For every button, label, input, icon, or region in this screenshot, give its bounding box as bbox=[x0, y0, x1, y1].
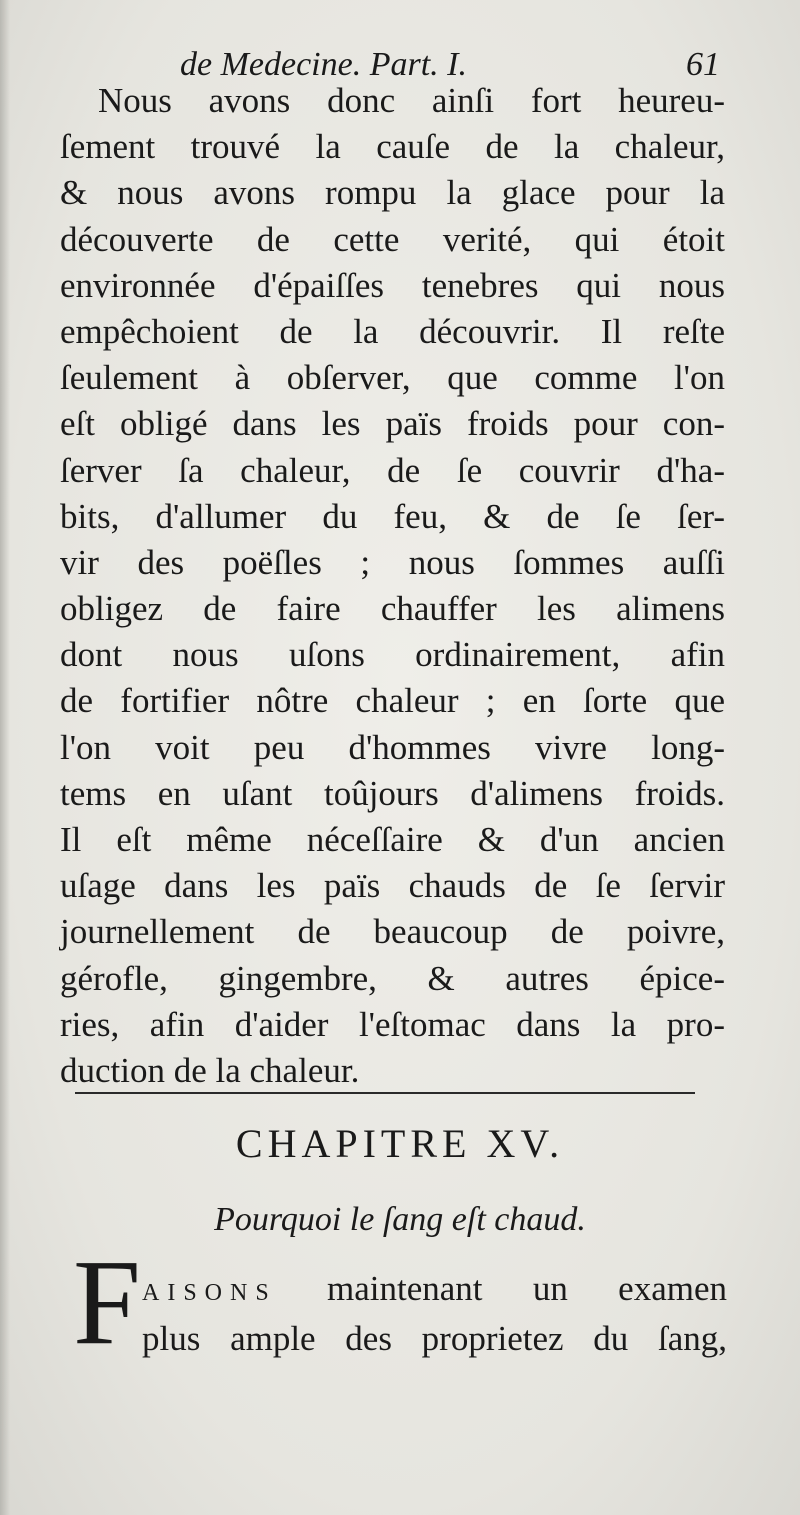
text-line: Nous avons donc ainſi fort heureu- bbox=[98, 81, 725, 120]
chapter-opening-text bbox=[142, 1264, 727, 1364]
text-line: plus ample des proprietez du ſang, bbox=[142, 1319, 727, 1358]
text-line: duction de la chaleur. bbox=[60, 1050, 360, 1090]
text-line: ſement trouvé la cauſe de la chaleur, bbox=[60, 127, 725, 167]
body-text bbox=[60, 78, 725, 1094]
page-number: 61 bbox=[686, 46, 720, 83]
text-line: empêchoient de la découvrir. Il reſte bbox=[60, 311, 725, 351]
text-line: environnée d'épaiſſes tenebres qui nous bbox=[60, 265, 725, 305]
text-line: ſeulement à obſerver, que comme l'on bbox=[60, 358, 725, 398]
text-line: dont nous uſons ordinairement, afin bbox=[60, 635, 725, 675]
running-head-title: de Medecine. Part. I. bbox=[180, 46, 467, 83]
text-line: découverte de cette verité, qui étoit bbox=[60, 219, 725, 259]
text-line: bits, d'allumer du feu, & de ſe ſer- bbox=[60, 496, 725, 536]
text-line: & nous avons rompu la glace pour la bbox=[60, 173, 725, 213]
chapter-heading: CHAPITRE XV. bbox=[235, 1121, 565, 1166]
chapter-subtitle: Pourquoi le ſang eſt chaud. bbox=[214, 1201, 586, 1238]
text-line: de fortifier nôtre chaleur ; en ſorte que bbox=[60, 681, 725, 721]
text-line: tems en uſant toûjours d'alimens froids. bbox=[60, 773, 725, 813]
text-line: vir des poëſles ; nous ſommes auſſi bbox=[60, 542, 725, 582]
text-line: obligez de faire chauffer les alimens bbox=[60, 589, 725, 629]
text-line: uſage dans les païs chauds de ſe ſervir bbox=[60, 866, 725, 906]
text-line: Il eſt même néceſſaire & d'un ancien bbox=[60, 820, 725, 859]
text-line bbox=[142, 1264, 727, 1314]
text-line: journellement de beaucoup de poivre, bbox=[60, 912, 725, 952]
drop-cap: F bbox=[73, 1235, 141, 1370]
smallcaps-word: AISONS bbox=[142, 1280, 277, 1306]
line-text: maintenant un examen bbox=[327, 1269, 727, 1308]
text-line: gérofle, gingembre, & autres épice- bbox=[60, 958, 725, 998]
section-divider bbox=[75, 1092, 695, 1094]
text-line: eſt obligé dans les païs froids pour con- bbox=[60, 404, 725, 444]
text-line: ries, afin d'aider l'eſtomac dans la pro- bbox=[60, 1004, 725, 1044]
text-line: l'on voit peu d'hommes vivre long- bbox=[60, 727, 725, 767]
text-line: ſerver ſa chaleur, de ſe couvrir d'ha- bbox=[60, 450, 725, 490]
